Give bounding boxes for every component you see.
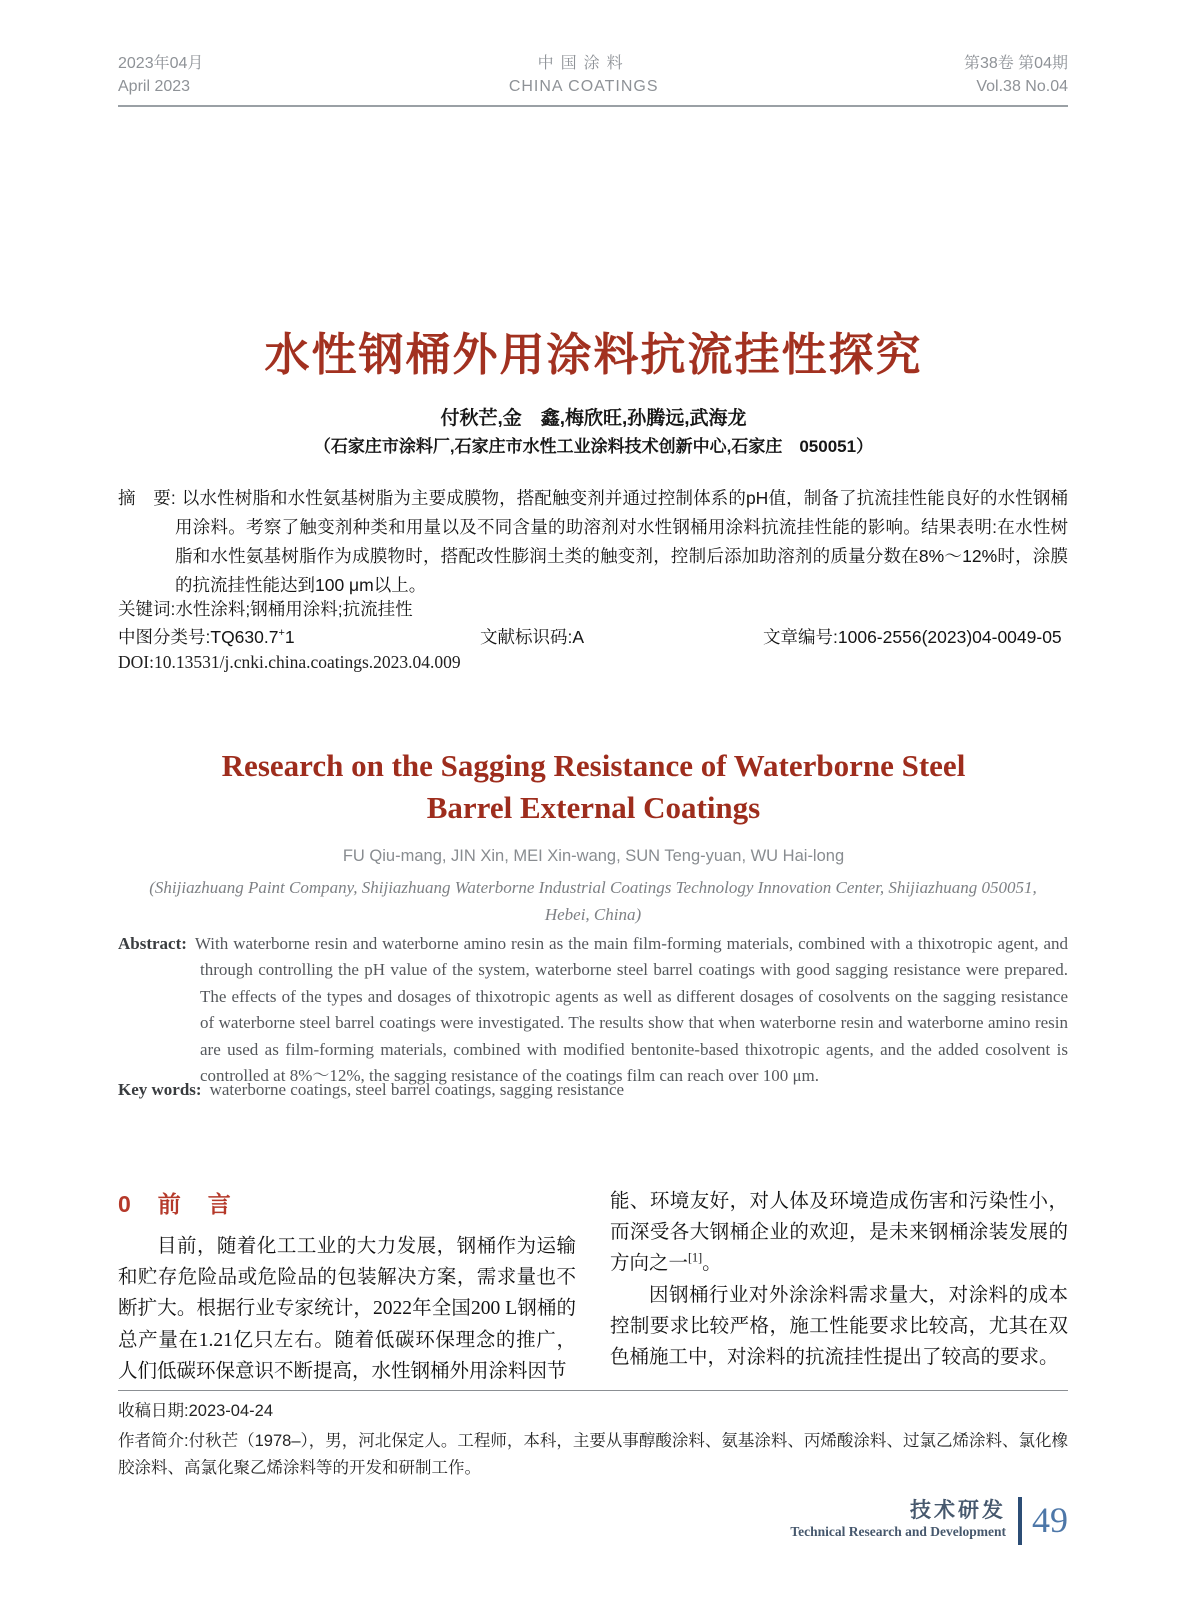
footer-section <box>790 1497 1006 1541</box>
authors-en: FU Qiu-mang, JIN Xin, MEI Xin-wang, SUN Teng-yuan, WU Hai-long <box>342 847 845 865</box>
header-issue-cn: 第38卷 第04期 <box>963 55 1068 72</box>
author-bio-label: 作者简介: <box>118 1431 189 1450</box>
intro-column-left <box>118 1186 576 1387</box>
doc-label: 文献标识码: <box>480 627 573 647</box>
abstract-en-text: With waterborne resin and waterborne amino resin as the main film-forming materials, combined with a thixotropic agent, and through controlling the pH value of the system, waterborne steel barrel coatings with good sagging resistance were prepared. The effects of the types and dosages of thixotropic agents as well as different dosages of cosolvents on the sagging resistance of waterborne steel barrel coatings were investigated. The results show that when waterborne resin and waterborne amino resin are used as film-forming materials, combined with modified bentonite-based thixotropic agents, and the added cosolvent is controlled at 8%～12%, the sagging resistance of the coatings film can reach over 100 μm. <box>194 934 1068 1086</box>
intro-paragraph-right-2: 因钢桶行业对外涂涂料需求量大，对涂料的成本控制要求比较严格，施工性能要求比较高，尤其在双色桶施工中，对涂料的抗流挂性提出了较高的要求。 <box>610 1284 1068 1369</box>
citation-ref-1: [1] <box>688 1250 703 1265</box>
footnote-divider <box>118 1390 1068 1391</box>
clc-sup: + <box>278 627 285 640</box>
clc-number <box>118 624 295 649</box>
received-date-value: 2023-04-24 <box>188 1402 273 1420</box>
article-id-value: 1006-2556(2023)04-0049-05 <box>837 627 1062 647</box>
header-date-en: April 2023 <box>118 78 191 95</box>
abstract-en <box>118 931 1068 1089</box>
article-title-en-line2: Barrel External Coatings <box>426 790 761 825</box>
page-number: 49 <box>1032 1500 1068 1540</box>
intro-right-1-tail: 。 <box>702 1253 722 1275</box>
footer-section-en: Technical Research and Development <box>790 1524 1006 1539</box>
received-date <box>118 1398 1068 1426</box>
abstract-en-label: Abstract: <box>118 934 187 953</box>
document-code <box>480 624 584 649</box>
authors-cn: 付秋芒,金 鑫,梅欣旺,孙腾远,武海龙 <box>440 408 747 429</box>
article-title-en-line1: Research on the Sagging Resistance of Waterborne Steel <box>221 748 966 783</box>
clc-tail: 1 <box>284 627 295 647</box>
article-title-en <box>0 745 1187 829</box>
section-heading-foreword: 0 前 言 <box>118 1191 233 1217</box>
doi: DOI:10.13531/j.cnki.china.coatings.2023.04.009 <box>118 652 461 672</box>
article-id <box>763 624 1062 649</box>
header-date-cn: 2023年04月 <box>118 55 204 72</box>
keywords-cn-text: 水性涂料;钢桶用涂料;抗流挂性 <box>175 599 413 619</box>
header-journal <box>509 52 659 98</box>
footnote <box>118 1398 1068 1485</box>
affiliation-en: (Shijiazhuang Paint Company, Shijiazhuang Waterborne Industrial Coatings Technology Innovation Center, Shijiazhuang 050051, Hebei, China) <box>149 878 1037 924</box>
affiliation-cn: （石家庄市涂料厂,石家庄市水性工业涂料技术创新中心,石家庄 050051） <box>313 437 874 456</box>
header-date <box>118 52 203 98</box>
header-journal-en: CHINA COATINGS <box>508 78 659 95</box>
footer-section-cn: 技术研发 <box>910 1499 1006 1522</box>
intro-paragraph-left: 目前，随着化工工业的大力发展，钢桶作为运输和贮存危险品或危险品的包装解决方案，需求量也不断扩大。根据行业专家统计，2022年全国200 L钢桶的总产量在1.21亿只左右。随着低碳环保理念的推广，人们低碳环保意识不断提高，水性钢桶外用涂料因节 <box>118 1236 576 1382</box>
doc-value: A <box>572 627 585 647</box>
intro-column-right <box>610 1186 1068 1373</box>
abstract-cn-label: 摘 要: <box>118 488 176 508</box>
journal-header <box>118 52 1068 98</box>
author-bio-text: 付秋芒（1978–），男，河北保定人。工程师，本科，主要从事醇酸涂料、氨基涂料、丙烯酸涂料、过氯乙烯涂料、氯化橡胶涂料、高氯化聚乙烯涂料等的开发和研制工作。 <box>118 1431 1068 1477</box>
intro-paragraph-right-1 <box>610 1186 1068 1280</box>
abstract-cn-text: 以水性树脂和水性氨基树脂为主要成膜物，搭配触变剂并通过控制体系的pH值，制备了抗流挂性能良好的水性钢桶用涂料。考察了触变剂种类和用量以及不同含量的助溶剂对水性钢桶用涂料抗流挂性能的影响。结果表明:在水性树脂和水性氨基树脂作为成膜物时，搭配改性膨润土类的触变剂，控制后添加助溶剂的质量分数在8%～12%时，涂膜的抗流挂性能达到100 μm以上。 <box>175 488 1068 595</box>
keywords-cn <box>118 596 1068 621</box>
header-divider <box>118 105 1068 107</box>
header-issue-en: Vol.38 No.04 <box>976 78 1068 95</box>
keywords-en <box>118 1080 1068 1100</box>
abstract-cn <box>118 484 1068 600</box>
keywords-en-text: waterborne coatings, steel barrel coatings, sagging resistance <box>209 1080 625 1099</box>
clc-value: TQ630.7 <box>210 627 279 647</box>
article-id-label: 文章编号: <box>763 627 838 647</box>
received-date-label: 收稿日期: <box>118 1402 189 1420</box>
header-issue <box>964 52 1068 98</box>
article-title-cn: 水性钢桶外用涂料抗流挂性探究 <box>264 329 923 380</box>
intro-right-1-text: 能、环境友好，对人体及环境造成伤害和污染性小，而深受各大钢桶企业的欢迎，是未来钢桶涂装发展的方向之一 <box>610 1191 1068 1275</box>
footer-divider-bar <box>1018 1497 1022 1545</box>
header-journal-cn: 中国涂料 <box>537 55 630 72</box>
clc-label: 中图分类号: <box>118 627 211 647</box>
page-footer <box>790 1497 1068 1545</box>
author-bio <box>118 1428 1068 1483</box>
keywords-en-label: Key words: <box>118 1080 202 1099</box>
keywords-cn-label: 关键词: <box>118 599 176 619</box>
